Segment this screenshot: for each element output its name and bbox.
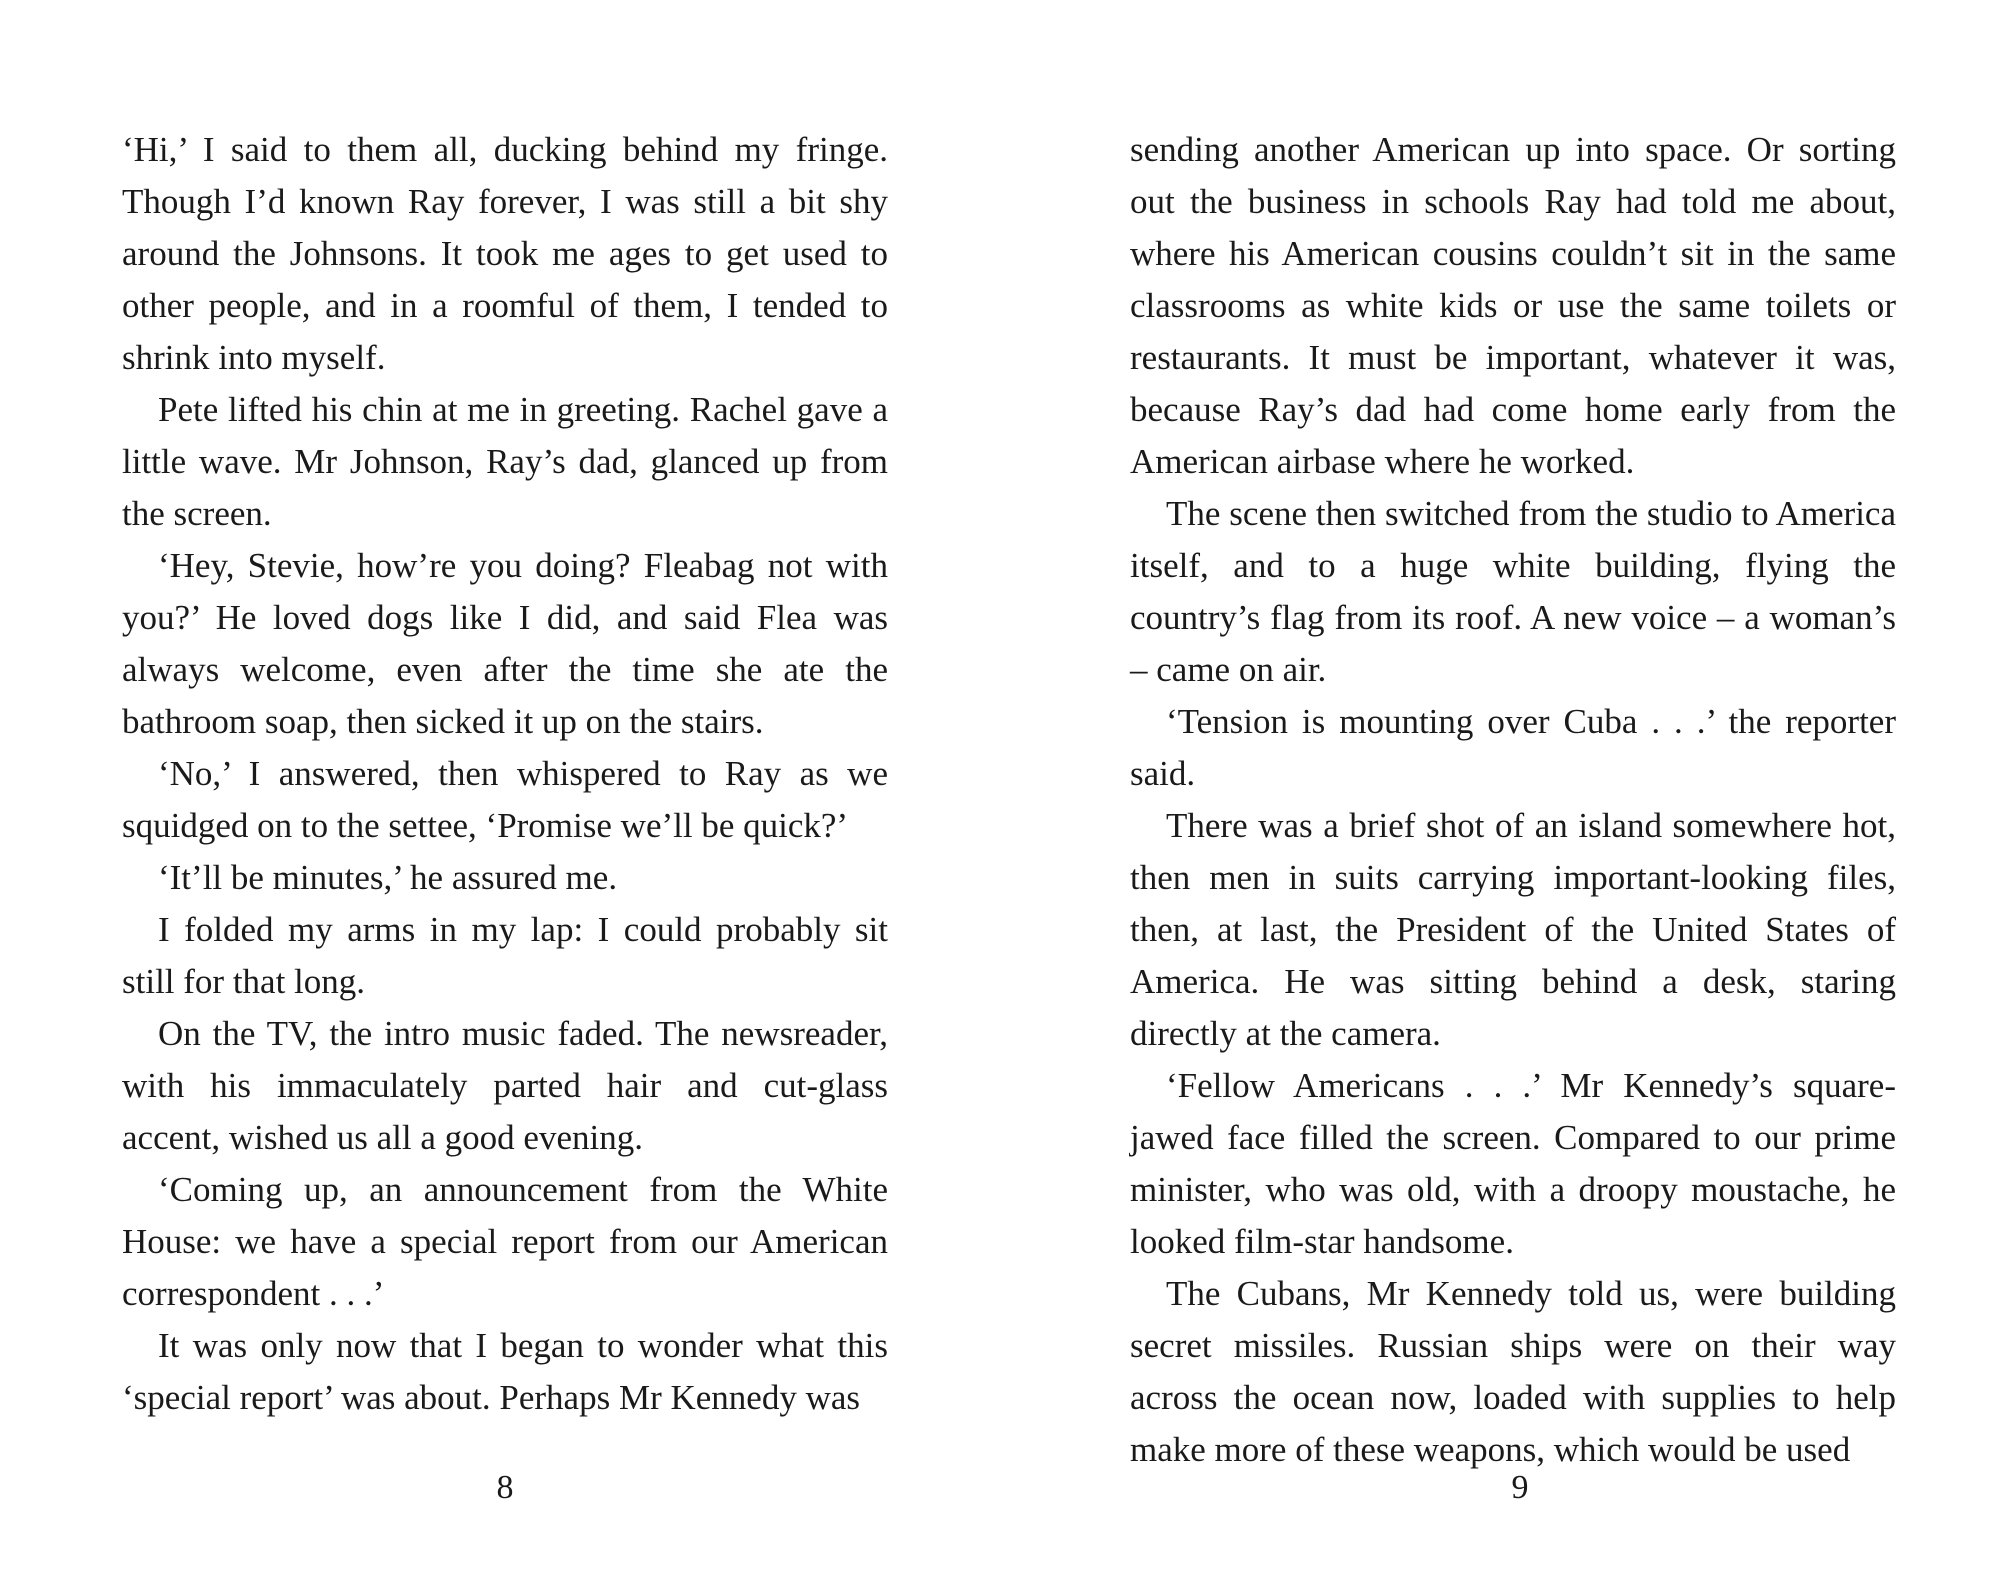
left-page-text	[122, 124, 888, 1424]
paragraph: The Cubans, Mr Kennedy told us, were building secret missiles. Russian ships were on their way across the ocean now, loaded with supplies to help make more of these weapons, which would be used	[1130, 1274, 1896, 1469]
paragraph: It was only now that I began to wonder what this ‘special report’ was about. Perhaps Mr Kennedy was	[122, 1326, 888, 1417]
paragraph: ‘Hi,’ I said to them all, ducking behind my fringe. Though I’d known Ray forever, I was still a bit shy around the Johnsons. It took me ages to get used to other people, and in a roomful of them, I tended to shrink into myself.	[122, 130, 888, 377]
right-page-text	[1130, 124, 1896, 1476]
paragraph: There was a brief shot of an island somewhere hot, then men in suits carrying important-looking files, then, at last, the President of the United States of America. He was sitting behind a desk, staring directly at the camera.	[1130, 806, 1896, 1053]
paragraph: ‘It’ll be minutes,’ he assured me.	[158, 858, 618, 897]
page-number: 8	[496, 1469, 514, 1506]
paragraph: ‘No,’ I answered, then whispered to Ray as we squidged on to the settee, ‘Promise we’ll be quick?’	[122, 754, 888, 845]
paragraph: ‘Hey, Stevie, how’re you doing? Fleabag not with you?’ He loved dogs like I did, and said Flea was always welcome, even after the time she ate the bathroom soap, then sicked it up on the stairs.	[122, 546, 888, 741]
paragraph: sending another American up into space. Or sorting out the business in schools Ray had told me about, where his American cousins couldn’t sit in the same classrooms as white kids or use the same toilets or restaurants. It must be important, whatever it was, because Ray’s dad had come home early from the American airbase where he worked.	[1130, 130, 1896, 481]
paragraph: The scene then switched from the studio to America itself, and to a huge white building, flying the country’s flag from its roof. A new voice – a woman’s – came on air.	[1130, 494, 1896, 689]
paragraph: ‘Coming up, an announcement from the White House: we have a special report from our American correspondent . . .’	[122, 1170, 888, 1313]
paragraph: Pete lifted his chin at me in greeting. Rachel gave a little wave. Mr Johnson, Ray’s dad, glanced up from the screen.	[122, 390, 888, 533]
page-number: 9	[1511, 1469, 1529, 1506]
paragraph: I folded my arms in my lap: I could probably sit still for that long.	[122, 910, 888, 1001]
paragraph: ‘Fellow Americans . . .’ Mr Kennedy’s square-jawed face filled the screen. Compared to our prime minister, who was old, with a droopy moustache, he looked film-star handsome.	[1130, 1066, 1896, 1261]
paragraph: On the TV, the intro music faded. The newsreader, with his immaculately parted hair and cut-glass accent, wished us all a good evening.	[122, 1014, 888, 1157]
right-page	[1000, 0, 2000, 1590]
paragraph: ‘Tension is mounting over Cuba . . .’ the reporter said.	[1130, 702, 1896, 793]
